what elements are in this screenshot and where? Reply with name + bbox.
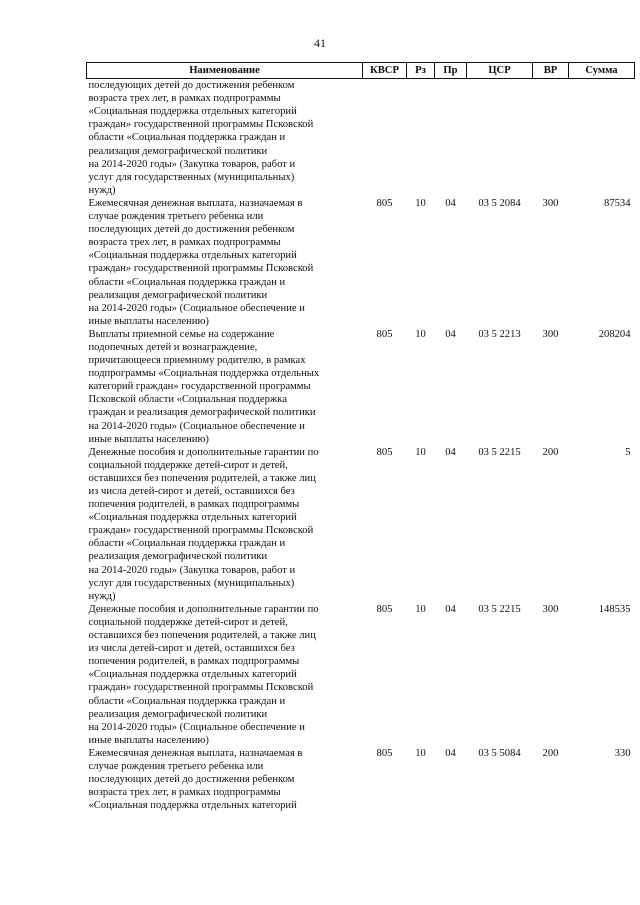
header-pr: Пр (435, 63, 467, 79)
header-vr: ВР (533, 63, 569, 79)
table-row (87, 446, 635, 603)
row-name-line: граждан» государственной программы Псковской (88, 682, 314, 694)
row-sum-cell: 208204 (598, 328, 631, 340)
table-header-row (87, 63, 635, 79)
row-name-line: реализация демографической политики (88, 551, 268, 563)
row-pr-cell: 04 (445, 747, 456, 759)
row-name-line: Псковской области «Социальная поддержка (88, 394, 287, 406)
row-name-line: граждан» государственной программы Псковской (88, 263, 314, 275)
row-kvsr-cell: 805 (376, 446, 393, 458)
row-name-line: услуг для государственных (муниципальных) (88, 577, 295, 589)
row-vr-cell: 200 (542, 747, 559, 759)
row-name-line: подпрограммы «Социальная поддержка отдельных (88, 368, 320, 380)
row-name-line: «Социальная поддержка отдельных категорий (88, 250, 297, 262)
row-name-line: граждан» государственной программы Псковской (88, 525, 314, 537)
table-row (87, 747, 635, 812)
row-name-line: области «Социальная поддержка граждан и (88, 276, 286, 288)
row-name-line: оставшихся без попечения родителей, а также лиц (88, 630, 316, 642)
row-name-line: подопечных детей и вознаграждение, (88, 341, 258, 353)
row-name-line: услуг для государственных (муниципальных) (88, 171, 295, 183)
row-name-cell (87, 446, 363, 603)
row-pr-cell: 04 (445, 197, 456, 209)
header-name: Наименование (87, 63, 363, 79)
row-name-line: реализация демографической политики (88, 145, 268, 157)
row-pr-cell: 04 (445, 603, 456, 615)
budget-table (86, 62, 635, 812)
row-name-line: социальной поддержке детей-сирот и детей, (88, 459, 288, 471)
row-name-line: из числа детей-сирот и детей, оставшихся без (88, 643, 295, 655)
row-name-line: «Социальная поддержка отдельных категорий (88, 106, 297, 118)
row-name-line: области «Социальная поддержка граждан и (88, 132, 286, 144)
row-name-line: попечения родителей, в рамках подпрограммы (88, 499, 300, 511)
row-rz-cell (407, 79, 435, 197)
row-name-line: граждан» государственной программы Псковской (88, 119, 314, 131)
row-name-line: иные выплаты населению) (88, 734, 209, 746)
row-sum-cell: 5 (625, 446, 631, 458)
row-name-line: случае рождения третьего ребенка или (88, 760, 264, 772)
row-csr-cell: 03 5 2215 (478, 446, 521, 458)
row-name-line: Ежемесячная денежная выплата, назначаемая в (88, 747, 303, 759)
row-name-line: случае рождения третьего ребенка или (88, 211, 264, 223)
row-rz-cell: 10 (415, 747, 426, 759)
row-name-line: последующих детей до достижения ребенком (88, 224, 295, 236)
row-pr-cell (435, 79, 467, 197)
row-vr-cell: 300 (542, 328, 559, 340)
row-rz-cell: 10 (415, 328, 426, 340)
row-name-line: Выплаты приемной семье на содержание (88, 328, 275, 340)
row-name-line: на 2014-2020 годы» (Социальное обеспечение и (88, 420, 305, 432)
row-name-line: Ежемесячная денежная выплата, назначаемая в (88, 197, 303, 209)
row-name-cell (87, 79, 363, 197)
row-sum-cell (569, 79, 635, 197)
row-name-cell (87, 747, 363, 812)
row-csr-cell: 03 5 2084 (478, 197, 521, 209)
row-csr-cell: 03 5 2215 (478, 603, 521, 615)
row-pr-cell: 04 (445, 446, 456, 458)
row-name-line: на 2014-2020 годы» (Социальное обеспечение и (88, 302, 305, 314)
row-name-line: «Социальная поддержка отдельных категорий (88, 669, 297, 681)
row-name-line: иные выплаты населению) (88, 315, 209, 327)
row-name-cell (87, 197, 363, 328)
row-rz-cell: 10 (415, 603, 426, 615)
row-kvsr-cell: 805 (376, 747, 393, 759)
row-sum-cell: 330 (614, 747, 631, 759)
table-row (87, 197, 635, 328)
row-vr-cell: 300 (542, 197, 559, 209)
row-sum-cell: 148535 (598, 603, 631, 615)
header-csr: ЦСР (467, 63, 533, 79)
row-name-line: возраста трех лет, в рамках подпрограммы (88, 237, 281, 249)
table-row (87, 79, 635, 197)
row-name-line: области «Социальная поддержка граждан и (88, 538, 286, 550)
row-csr-cell (467, 79, 533, 197)
header-rz: Рз (407, 63, 435, 79)
row-name-line: категорий граждан» государственной программы (88, 381, 311, 393)
row-kvsr-cell (363, 79, 407, 197)
row-rz-cell: 10 (415, 446, 426, 458)
row-vr-cell (533, 79, 569, 197)
table-row (87, 328, 635, 446)
row-name-line: нужд) (88, 184, 116, 196)
row-name-line: на 2014-2020 годы» (Закупка товаров, работ и (88, 564, 296, 576)
page-number: 41 (314, 36, 326, 50)
row-name-line: реализация демографической политики (88, 708, 268, 720)
row-name-line: реализация демографической политики (88, 289, 268, 301)
row-kvsr-cell: 805 (376, 328, 393, 340)
row-name-line: граждан и реализация демографической политики (88, 407, 316, 419)
row-name-line: оставшихся без попечения родителей, а также лиц (88, 472, 316, 484)
row-vr-cell: 200 (542, 446, 559, 458)
row-name-line: социальной поддержке детей-сирот и детей, (88, 616, 288, 628)
row-name-line: Денежные пособия и дополнительные гарантии по (88, 603, 319, 615)
row-name-line: из числа детей-сирот и детей, оставшихся без (88, 486, 295, 497)
row-name-line: на 2014-2020 годы» (Закупка товаров, работ и (88, 158, 296, 170)
row-vr-cell: 300 (542, 603, 559, 615)
row-rz-cell: 10 (415, 197, 426, 209)
row-name-line: «Социальная поддержка отдельных категорий (88, 800, 297, 812)
row-name-line: возраста трех лет, в рамках подпрограммы (88, 93, 281, 105)
row-kvsr-cell: 805 (376, 603, 393, 615)
header-sum: Сумма (569, 63, 635, 79)
row-name-cell (87, 603, 363, 747)
row-name-line: нужд) (88, 590, 116, 602)
row-name-line: возраста трех лет, в рамках подпрограммы (88, 787, 281, 799)
row-name-line: «Социальная поддержка отдельных категорий (88, 512, 297, 524)
row-name-cell (87, 328, 363, 446)
row-csr-cell: 03 5 2213 (478, 328, 521, 340)
row-name-line: на 2014-2020 годы» (Социальное обеспечение и (88, 721, 305, 733)
row-kvsr-cell: 805 (376, 197, 393, 209)
row-name-line: причитающееся приемному родителю, в рамках (88, 355, 306, 367)
row-name-line: области «Социальная поддержка граждан и (88, 695, 286, 707)
row-sum-cell: 87534 (604, 197, 631, 209)
row-name-line: иные выплаты населению) (88, 433, 209, 445)
table-row (87, 603, 635, 747)
row-name-line: последующих детей до достижения ребенком (88, 80, 295, 92)
row-pr-cell: 04 (445, 328, 456, 340)
header-kvsr: КВСР (363, 63, 407, 79)
table-body (87, 79, 635, 813)
row-csr-cell: 03 5 5084 (478, 747, 521, 759)
row-name-line: последующих детей до достижения ребенком (88, 774, 295, 786)
row-name-line: попечения родителей, в рамках подпрограммы (88, 656, 300, 668)
row-name-line: Денежные пособия и дополнительные гарантии по (88, 446, 319, 458)
